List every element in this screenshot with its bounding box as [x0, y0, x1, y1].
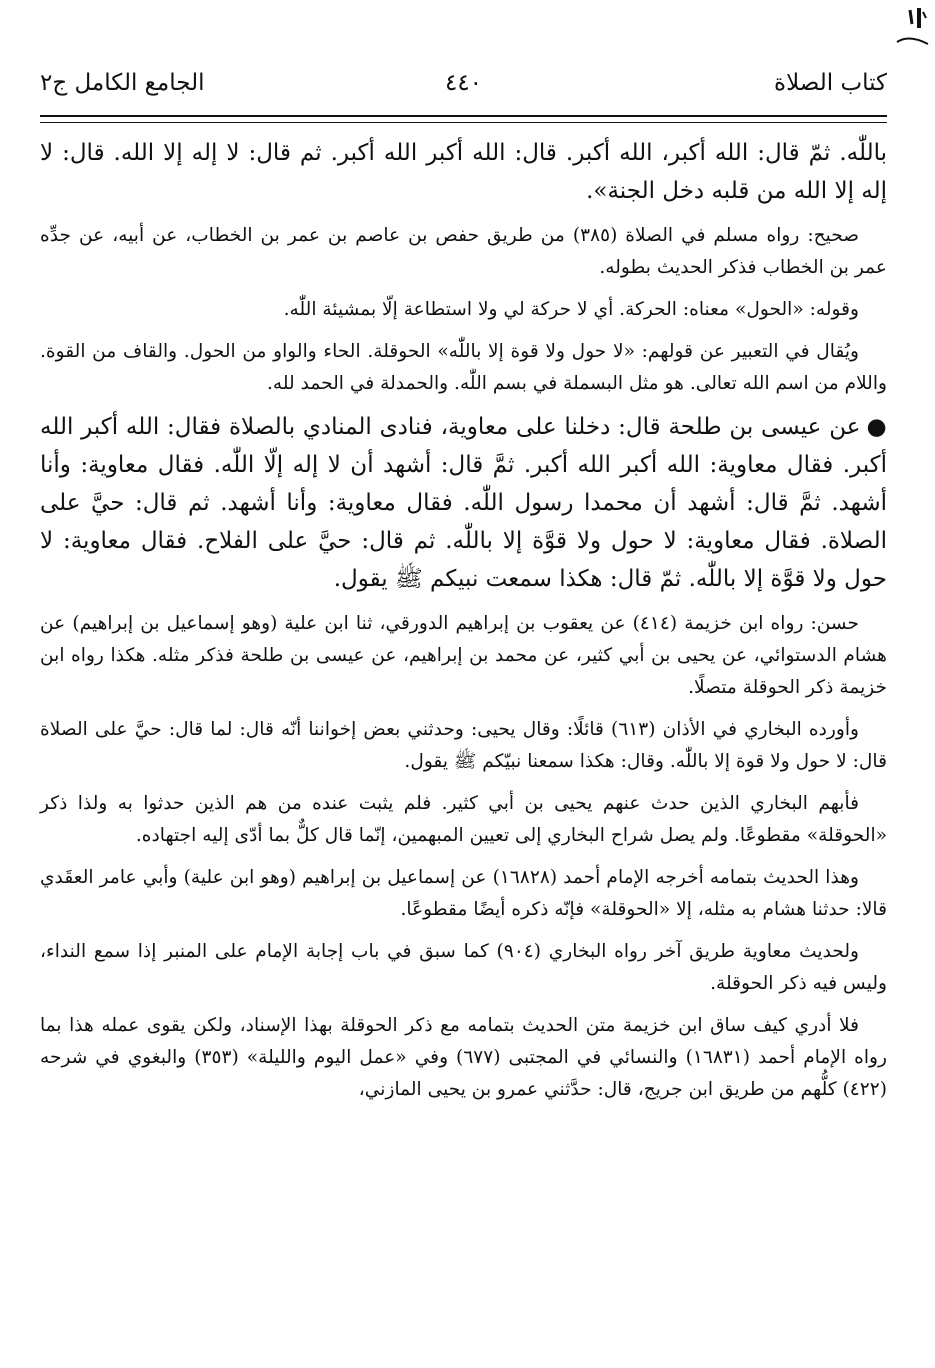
page-body	[40, 131, 887, 1106]
commentary-note: وقوله: «الحول» معناه: الحركة. أي لا حركة لي ولا استطاعة إلّا بمشيئة اللّٰه.	[283, 299, 859, 320]
takhrij-note: وهذا الحديث بتمامه أخرجه الإمام أحمد (١٦٨٢٨) عن إسماعيل بن إبراهيم (وهو ابن علية) وأبي عامر العقَدي قالا: حدثنا هشام به مثله، إلا «الحوقلة» فإنّه ذكره أيضًا مقطوعًا.	[40, 867, 887, 920]
takhrij-note: وأورده البخاري في الأذان (٦١٣) قائلًا: وقال يحيى: وحدثني بعض إخواننا أنّه قال: لما قال: حيَّ على الصلاة قال: لا حول ولا قوة إلا باللّٰه. وقال: هكذا سمعنا نبيّكم ﷺ يقول.	[40, 719, 887, 772]
commentary-note: فأبهم البخاري الذين حدث عنهم يحيى بن أبي كثير. فلم يثبت عنده من هم الذين حدثوا به ولذا ذكر «الحوقلة» مقطوعًا. ولم يصل شراح البخاري إلى تعيين المبهمين، إنّما قال كلٌّ بما أدّى إليه اجتهاده.	[40, 793, 887, 846]
header-rule-thin	[40, 122, 887, 123]
takhrij-note: حسن: رواه ابن خزيمة (٤١٤) عن يعقوب بن إبراهيم الدورقي، ثنا ابن علية (وهو إسماعيل بن إبراهيم) عن هشام الدستوائي، عن يحيى بن أبي كثير، عن محمد بن إبراهيم، عن عيسى بن طلحة فذكر مثله. هكذا رواه ابن خزيمة ذكر الحوقلة متصلًا.	[40, 613, 887, 698]
hadith-text: ●عن عيسى بن طلحة قال: دخلنا على معاوية، فنادى المنادي بالصلاة فقال: الله أكبر الله أكبر. فقال معاوية: الله أكبر الله أكبر. ثمَّ قال: أشهد أن لا إله إلّا اللّٰه. فقال معاوية: وأنا أشهد. ثمَّ قال: أشهد أن محمدا رسول اللّٰه. فقال معاوية: وأنا أشهد. ثم قال: حيَّ على الصلاة. فقال معاوية: لا حول ولا قوَّة إلا باللّٰه. ثم قال: حيَّ على الفلاح. فقال معاوية: لا حول ولا قوَّة إلا باللّٰه. ثمّ قال: هكذا سمعت نبيكم ﷺ يقول.	[40, 414, 887, 592]
header-rule-thick	[40, 115, 887, 117]
hadith-bullet-icon: ●	[866, 414, 887, 440]
commentary-note: ويُقال في التعبير عن قولهم: «لا حول ولا قوة إلا باللّٰه» الحوقلة. الحاء والواو من الحول. والقاف من القوة. واللام من اسم الله تعالى. هو مثل البسملة في بسم اللّٰه. والحمدلة في الحمد لله.	[40, 341, 887, 394]
hadith-text-continued: باللّٰه. ثمّ قال: الله أكبر، الله أكبر. قال: الله أكبر الله أكبر. ثم قال: لا إله إلا الله. قال: لا إله إلا الله من قلبه دخل الجنة».	[40, 140, 887, 204]
header-book-title: الجامع الكامل ج٢	[40, 70, 205, 96]
header-chapter: كتاب الصلاة	[774, 70, 887, 96]
corner-mark-icon	[895, 2, 929, 52]
page-number: ٤٤٠	[444, 70, 483, 96]
takhrij-note: صحيح: رواه مسلم في الصلاة (٣٨٥) من طريق حفص بن عاصم بن عمر بن الخطاب، عن أبيه، عن جدِّه عمر بن الخطاب فذكر الحديث بطوله.	[40, 225, 887, 278]
takhrij-note: فلا أدري كيف ساق ابن خزيمة متن الحديث بتمامه مع ذكر الحوقلة بهذا الإسناد، ولكن يقوى عمله هذا بما رواه الإمام أحمد (١٦٨٣١) والنسائي في المجتبى (٦٧٧) وفي «عمل اليوم والليلة» (٣٥٣) والبغوي في شرحه (٤٢٢) كلُّهم من طريق ابن جريج، قال: حدَّثني عمرو بن يحيى المازني،	[40, 1015, 887, 1100]
page-header	[40, 68, 887, 112]
takhrij-note: ولحديث معاوية طريق آخر رواه البخاري (٩٠٤) كما سبق في باب إجابة الإمام على المنبر إذا سمع النداء، وليس فيه ذكر الحوقلة.	[40, 941, 887, 994]
